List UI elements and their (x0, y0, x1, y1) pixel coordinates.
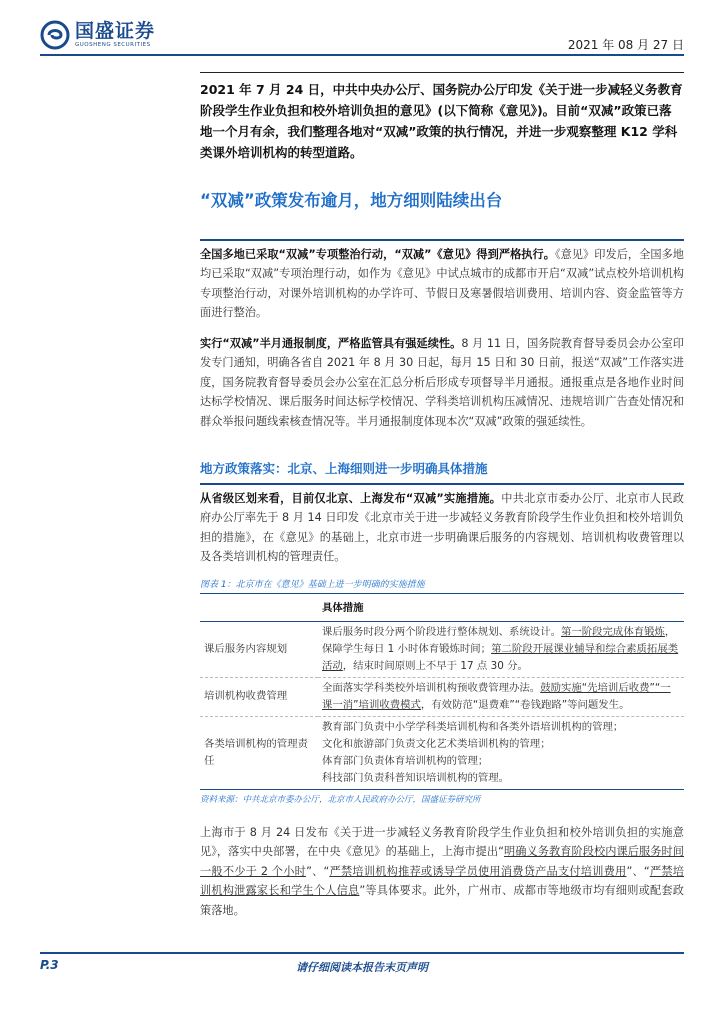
section-divider (200, 239, 684, 241)
page-header (0, 0, 724, 60)
paragraph-body: 中共北京市委办公厅、北京市人民政府办公厅率先于 8 月 14 日印发《北京市关于进一步减轻义务教育阶段学生作业负担和校外培训负担的措施》，在《意见》的基础上，北京市进一步明确课后服务的内容规划、培训机构收费管理以及各类培训机构的管理责任。 (200, 491, 684, 563)
section-title: “双减”政策发布逾月，地方细则陆续出台 (200, 191, 503, 210)
company-logo (40, 20, 155, 50)
paragraph-highlight: 严禁培训机构推荐或诱导学员使用消费贷产品支付培训费用 (329, 864, 627, 878)
subsection-divider (200, 483, 684, 485)
table-row (200, 621, 684, 677)
logo-subtext: GUOSHENG SECURITIES (75, 42, 151, 48)
paragraph-highlight: 严禁培训机构泄露家长和学生个人信息 (200, 864, 684, 897)
row-measure (318, 621, 684, 677)
measure-line: 体育部门负责体育培训机构的管理； (322, 754, 489, 767)
subsection-title: 地方政策落实：北京、上海细则进一步明确具体措施 (200, 461, 488, 476)
paragraph-highlight: 明确义务教育阶段校内课后服务时间一般不少于 2 个小时 (200, 845, 684, 878)
footer-divider (40, 952, 684, 954)
footer-disclaimer: 请仔细阅读本报告末页声明 (296, 961, 428, 974)
paragraph-text: ”、“ (306, 864, 330, 878)
logo-text: 国盛证券 (75, 20, 156, 42)
table-row (200, 716, 684, 789)
table-row (200, 677, 684, 716)
measure-line: 教育部门负责中小学学科类培训机构和各类外语培训机构的管理； (322, 720, 624, 733)
paragraph-national-action (200, 245, 684, 323)
paragraph-text: ”、“ (626, 864, 650, 878)
measure-highlight: 第二阶段开展课业辅导和综合素质拓展类活动 (322, 642, 679, 672)
measure-highlight: 鼓励实施“先培训后收费”“一课一消”培训收费模式 (322, 681, 671, 711)
paragraph-lead: 全国多地已采取“双减”专项整治行动，“双减”《意见》得到严格执行。 (200, 247, 555, 261)
measure-highlight: 第一阶段完成体育锻炼 (560, 625, 665, 638)
row-label: 培训机构收费管理 (200, 677, 318, 716)
measure-text: 课后服务时段分两个阶段进行整体规划、系统设计。 (322, 625, 561, 638)
measure-text: ，结束时间原则上不早于 17 点 30 分。 (342, 659, 528, 672)
paragraph-text: ”等具体要求。此外，广州市、成都市等地级市均有细则或配套政策落地。 (200, 884, 684, 917)
paragraph-provincial-measures (200, 489, 684, 567)
table-header-row (200, 594, 684, 622)
row-measure (318, 677, 684, 716)
header-divider (40, 54, 684, 56)
paragraph-body: 8 月 11 日，国务院教育督导委员会办公室印发专门通知，明确各省自 2021 年 8 月 30 日起，每月 15 日和 30 日前，报送“双减”工作落实进度，国务院教育督导委员会办公室在汇总分析后形成专项督导半月通报。通报重点是各地作业时间达标学校情况、课后服务时间达标学校情况、学科类培训机构压减情况、违规培训广告查处情况和群众举报问题线索核查情况等。半月通报制度体现本次“双减”政策的强延续性。 (200, 336, 684, 428)
figure-source: 资料来源：中共北京市委办公厅，北京市人民政府办公厅，国盛证券研究所 (200, 794, 481, 805)
table-header-empty (200, 594, 318, 622)
measure-text: 全面落实学科类校外培训机构预收费管理办法。 (322, 681, 541, 694)
table-header: 具体措施 (318, 594, 684, 622)
figure-caption: 图表 1：北京市在《意见》基础上进一步明确的实施措施 (200, 577, 684, 594)
row-label: 各类培训机构的管理责任 (200, 716, 318, 789)
paragraph-reporting-system (200, 334, 684, 432)
report-date: 2021 年 08 月 27 日 (567, 38, 684, 52)
paragraph-body: 《意见》印发后，全国多地均已采取“双减”专项治理行动，如作为《意见》中试点城市的成都市开启“双减”试点校外培训机构专项整治行动，对课外培训机构的办学许可、节假日及寒暑假培训费用、培训内容、资金监管等方面进行整治。 (200, 247, 684, 319)
paragraph-shanghai (200, 823, 684, 921)
row-measure (318, 716, 684, 789)
measure-text: ，保障学生每日 1 小时体育锻炼时间； (322, 625, 676, 655)
logo-mark-icon (40, 20, 70, 50)
measure-text: ，有效防范“退费难”“卷钱跑路”等问题发生。 (420, 698, 630, 711)
intro-summary: 2021 年 7 月 24 日，中共中央办公厅、国务院办公厅印发《关于进一步减轻义务教育阶段学生作业负担和校外培训负担的意见》(以下简称《意见》)。目前“双减”政策已落地一个月有余，我们整理各地对“双减”政策的执行情况，并进一步观察整理 K12 学科类课外培训机构的转型道路。 (200, 72, 684, 163)
main-content (200, 72, 684, 920)
measure-line: 科技部门负责科普知识培训机构的管理。 (322, 771, 510, 784)
row-label: 课后服务内容规划 (200, 621, 318, 677)
policy-table (200, 594, 684, 790)
paragraph-text: 上海市于 8 月 24 日发布《关于进一步减轻义务教育阶段学生作业负担和校外培训负担的实施意见》，落实中央部署，在中央《意见》的基础上，上海市提出“ (200, 825, 684, 858)
paragraph-lead: 从省级区划来看，目前仅北京、上海发布“双减”实施措施。 (200, 491, 502, 505)
measure-line: 文化和旅游部门负责文化艺术类培训机构的管理； (322, 737, 551, 750)
page-number: P.3 (40, 958, 59, 972)
paragraph-lead: 实行“双减”半月通报制度，严格监管具有强延续性。 (200, 336, 462, 350)
